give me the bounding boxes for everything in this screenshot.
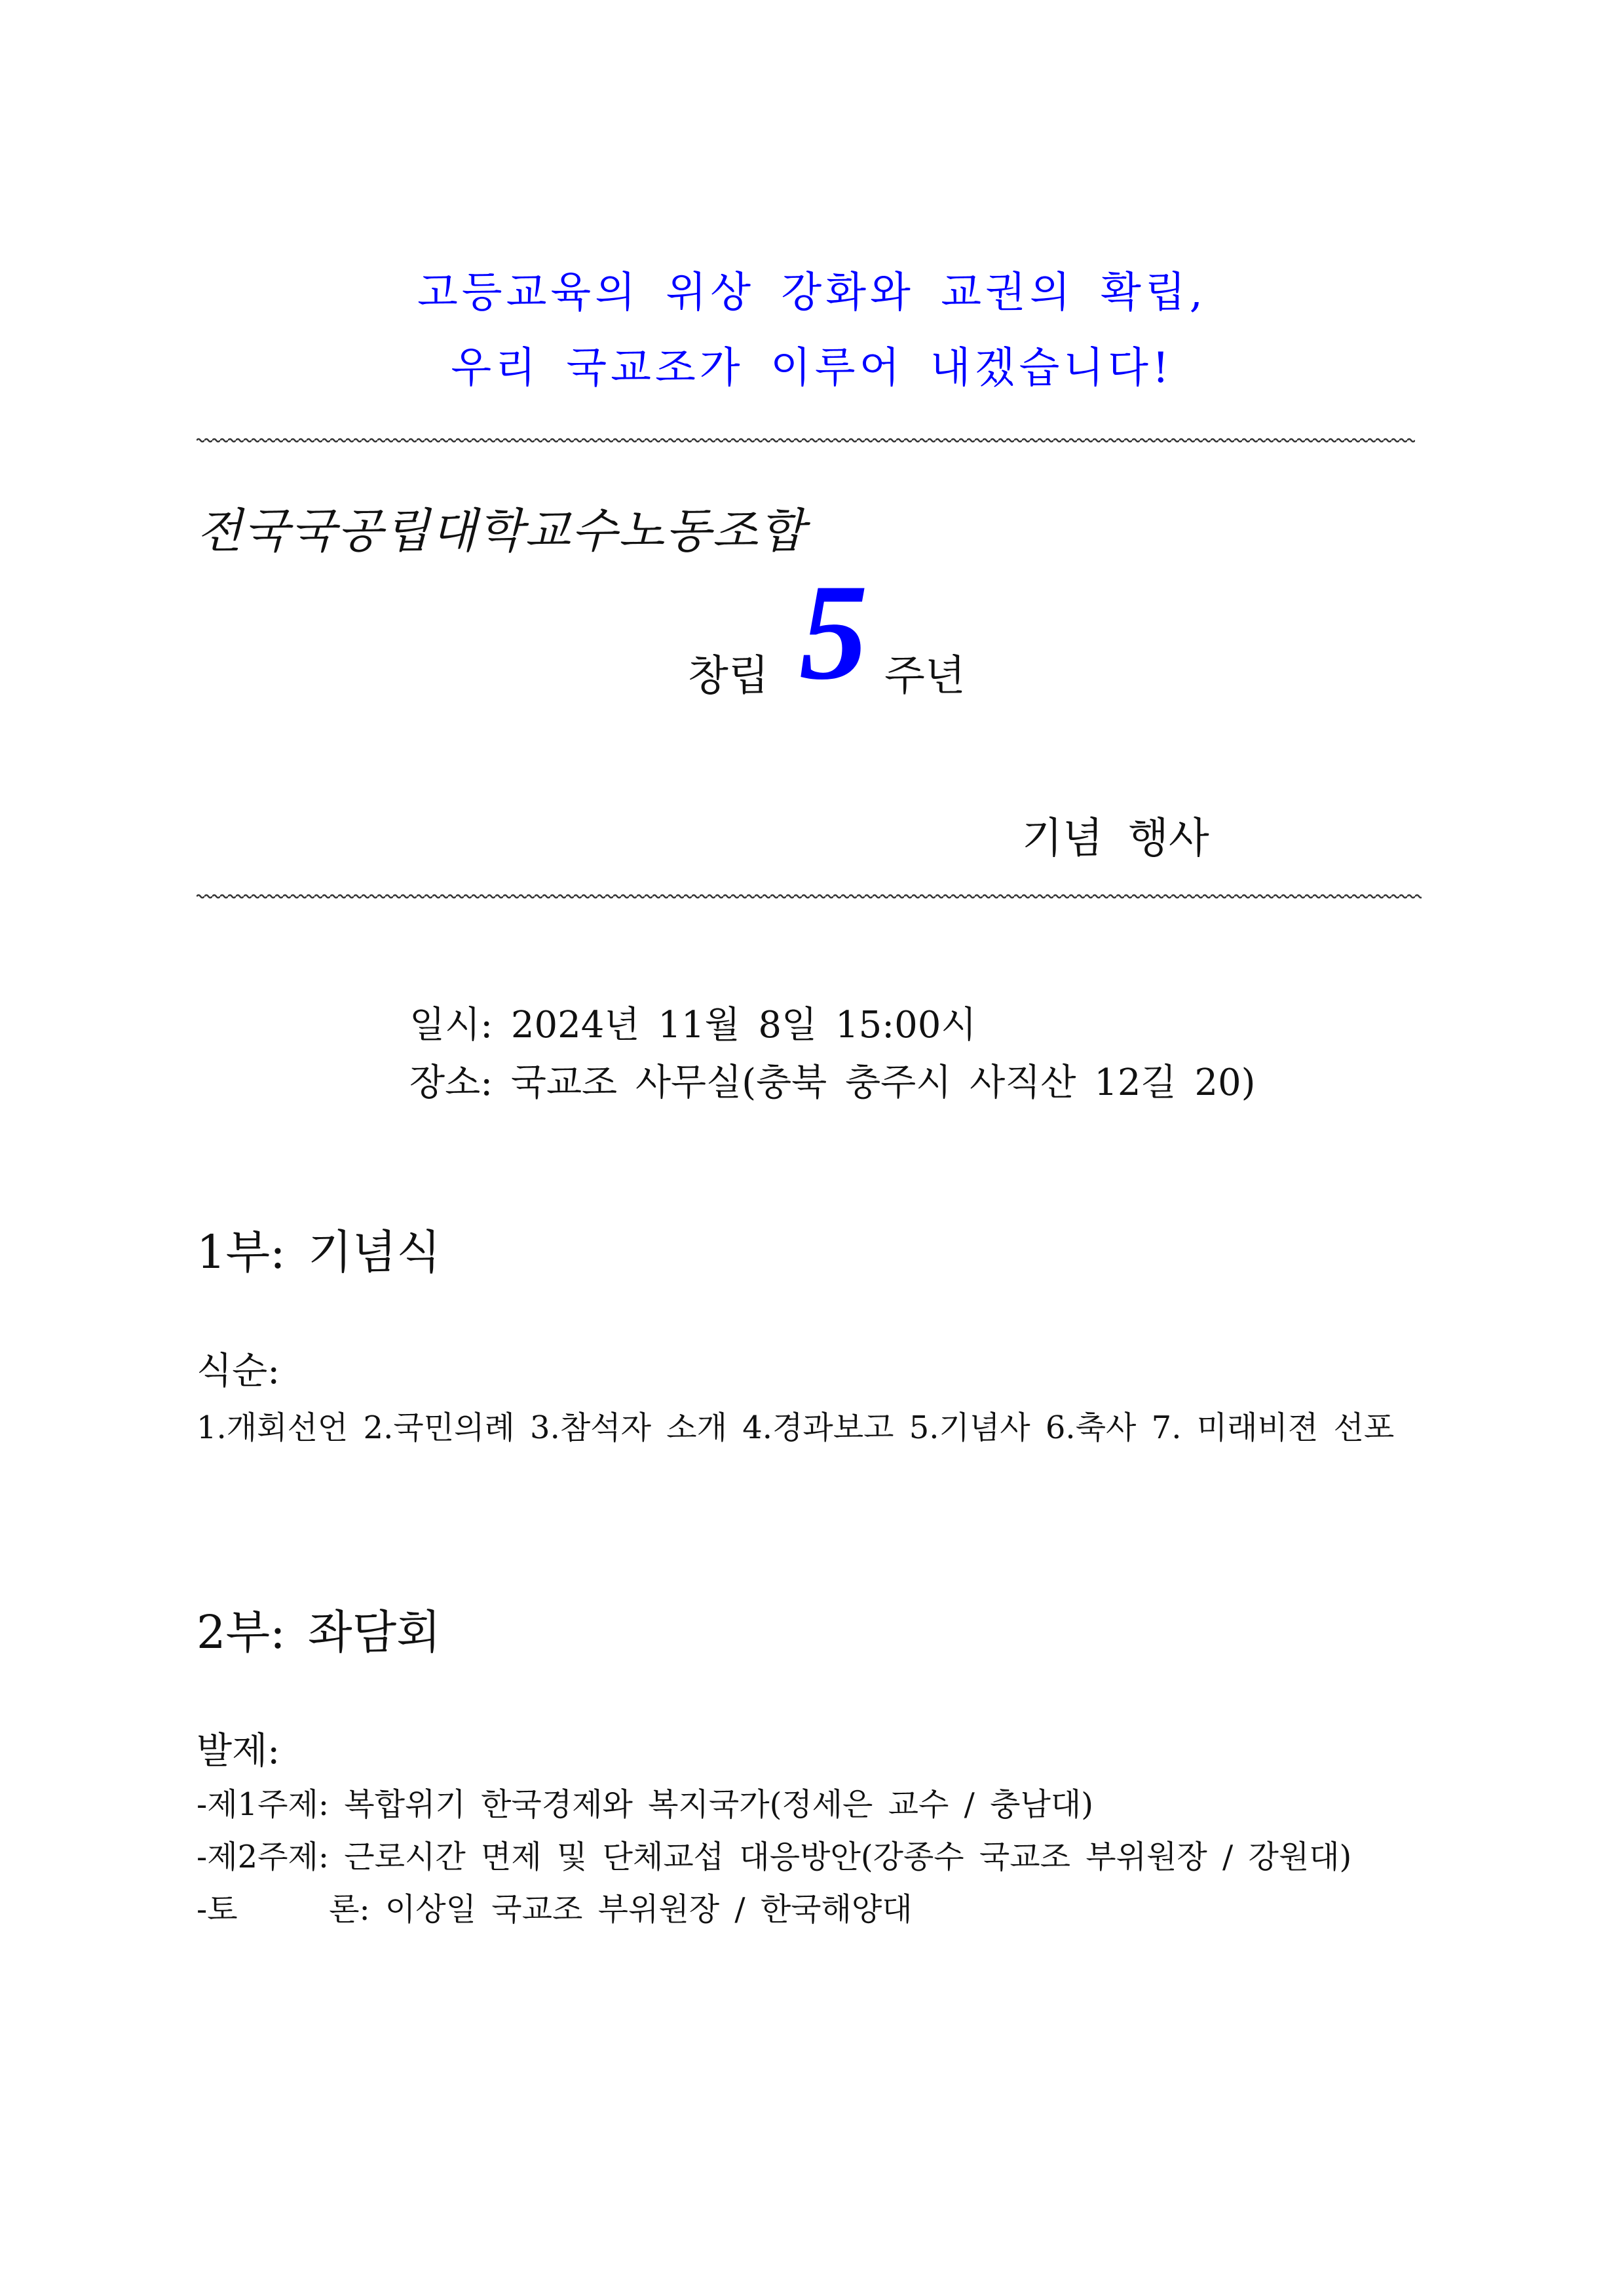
- part1-title: 1부: 기념식: [197, 1225, 441, 1279]
- topic-item-2: -제2주제: 근로시간 면제 및 단체교섭 대응방안(강종수 국교조 부위원장 / 강원대): [197, 1839, 1352, 1875]
- event-name: 기념 행사: [1022, 814, 1209, 863]
- slogan-line-1: 고등교육의 위상 강화와 교권의 확립,: [417, 269, 1207, 317]
- top-divider: [197, 435, 1415, 446]
- part2-title: 2부: 좌담회: [197, 1605, 441, 1659]
- organization-name: 전국국공립대학교수노동조합: [197, 503, 806, 558]
- presentation-label: 발제:: [197, 1730, 280, 1772]
- anniversary-suffix: 주년: [884, 652, 966, 700]
- event-place: 장소: 국교조 사무실(충북 충주시 사직산 12길 20): [409, 1062, 1256, 1104]
- event-datetime: 일시: 2024년 11월 8일 15:00시: [409, 1004, 977, 1046]
- slogan-line-2: 우리 국교조가 이루어 내겠습니다!: [451, 344, 1173, 392]
- topic-item-3: -토 론: 이상일 국교조 부위원장 / 한국해양대: [197, 1891, 913, 1928]
- bottom-divider: [197, 891, 1422, 902]
- topic-item-1: -제1주제: 복합위기 한국경제와 복지국가(정세은 교수 / 충남대): [197, 1786, 1093, 1823]
- ceremony-order: 1.개회선언 2.국민의례 3.참석자 소개 4.경과보고 5.기념사 6.축사 7. 미래비젼 선포: [197, 1409, 1395, 1446]
- ceremony-order-label: 식순:: [197, 1350, 280, 1392]
- anniversary-number: 5: [799, 556, 868, 708]
- anniversary-prefix: 창립: [688, 652, 769, 700]
